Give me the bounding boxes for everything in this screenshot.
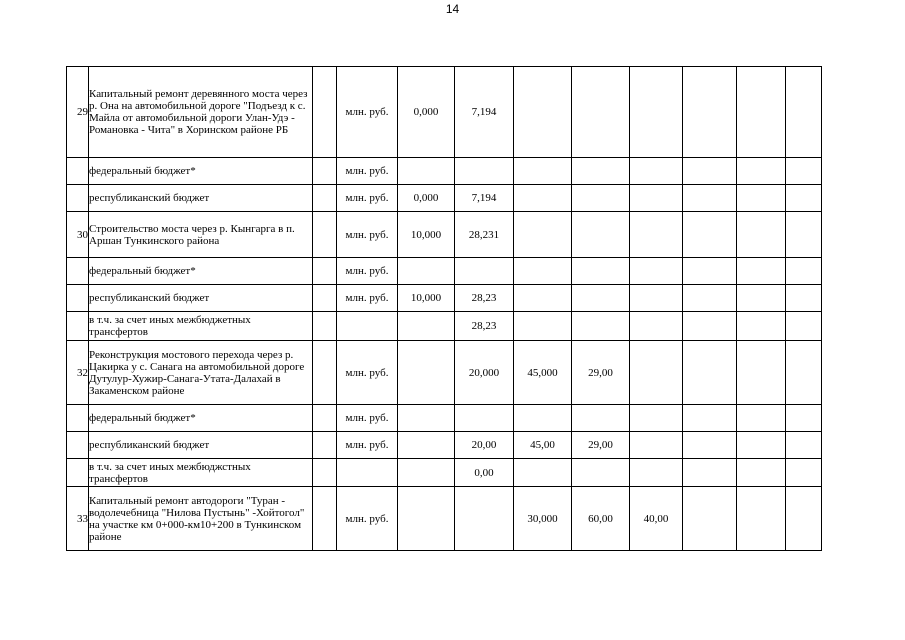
table-row	[67, 185, 822, 212]
row-number	[67, 432, 89, 459]
value-cell: 20,00	[455, 432, 514, 459]
empty-cell	[313, 459, 337, 487]
empty-cell	[786, 258, 822, 285]
empty-cell	[313, 185, 337, 212]
row-description: Строительство моста через р. Кынгарга в п. Аршан Тункинского района	[89, 212, 313, 258]
row-description: Капитальный ремонт автодороги "Туран - водолечебница "Нилова Пустынь" -Хойтогол" на участке км 0+000-км10+200 в Тункинском районе	[89, 487, 313, 551]
empty-cell	[313, 258, 337, 285]
value-cell	[398, 432, 455, 459]
empty-cell	[313, 212, 337, 258]
table-row	[67, 212, 822, 258]
row-number	[67, 258, 89, 285]
value-cell	[514, 405, 572, 432]
value-cell	[572, 185, 630, 212]
empty-cell	[786, 405, 822, 432]
empty-cell	[313, 158, 337, 185]
value-cell	[737, 341, 786, 405]
value-cell	[630, 312, 683, 341]
value-cell	[737, 432, 786, 459]
value-cell: 0,000	[398, 67, 455, 158]
value-cell: 28,23	[455, 285, 514, 312]
value-cell	[630, 212, 683, 258]
table-row	[67, 312, 822, 341]
unit-cell: млн. руб.	[337, 258, 398, 285]
unit-cell: млн. руб.	[337, 487, 398, 551]
value-cell	[455, 487, 514, 551]
empty-cell	[313, 312, 337, 341]
value-cell	[630, 158, 683, 185]
value-cell: 28,23	[455, 312, 514, 341]
table-row	[67, 158, 822, 185]
value-cell	[683, 158, 737, 185]
unit-cell: млн. руб.	[337, 405, 398, 432]
table-row	[67, 405, 822, 432]
value-cell	[683, 312, 737, 341]
table-row	[67, 432, 822, 459]
row-description: республиканский бюджет	[89, 432, 313, 459]
value-cell	[737, 312, 786, 341]
unit-cell	[337, 312, 398, 341]
value-cell: 29,00	[572, 341, 630, 405]
row-number	[67, 405, 89, 432]
empty-cell	[786, 185, 822, 212]
value-cell	[683, 258, 737, 285]
value-cell	[683, 405, 737, 432]
empty-cell	[786, 459, 822, 487]
value-cell	[630, 432, 683, 459]
value-cell	[572, 285, 630, 312]
value-cell	[514, 258, 572, 285]
row-description: республиканский бюджет	[89, 185, 313, 212]
row-number	[67, 185, 89, 212]
value-cell: 10,000	[398, 285, 455, 312]
value-cell	[630, 405, 683, 432]
value-cell	[630, 285, 683, 312]
value-cell	[737, 487, 786, 551]
value-cell: 7,194	[455, 185, 514, 212]
value-cell	[630, 67, 683, 158]
row-number: 29	[67, 67, 89, 158]
value-cell	[683, 487, 737, 551]
page-number: 14	[445, 2, 460, 16]
table-row	[67, 459, 822, 487]
value-cell	[683, 341, 737, 405]
row-description: республиканский бюджет	[89, 285, 313, 312]
value-cell	[737, 285, 786, 312]
value-cell	[398, 312, 455, 341]
empty-cell	[313, 405, 337, 432]
value-cell	[514, 185, 572, 212]
value-cell	[737, 212, 786, 258]
row-number: 32	[67, 341, 89, 405]
value-cell	[572, 405, 630, 432]
row-number	[67, 158, 89, 185]
value-cell: 30,000	[514, 487, 572, 551]
value-cell	[737, 158, 786, 185]
value-cell	[737, 67, 786, 158]
unit-cell: млн. руб.	[337, 285, 398, 312]
value-cell	[514, 158, 572, 185]
value-cell	[630, 341, 683, 405]
row-number	[67, 459, 89, 487]
empty-cell	[786, 432, 822, 459]
empty-cell	[786, 212, 822, 258]
value-cell: 10,000	[398, 212, 455, 258]
value-cell	[737, 185, 786, 212]
value-cell	[514, 459, 572, 487]
unit-cell: млн. руб.	[337, 341, 398, 405]
unit-cell: млн. руб.	[337, 67, 398, 158]
value-cell	[683, 432, 737, 459]
value-cell	[455, 158, 514, 185]
value-cell: 40,00	[630, 487, 683, 551]
value-cell	[572, 459, 630, 487]
unit-cell: млн. руб.	[337, 158, 398, 185]
value-cell: 28,231	[455, 212, 514, 258]
value-cell	[630, 459, 683, 487]
empty-cell	[313, 341, 337, 405]
value-cell	[630, 185, 683, 212]
value-cell	[398, 341, 455, 405]
value-cell	[683, 212, 737, 258]
empty-cell	[786, 341, 822, 405]
value-cell	[683, 285, 737, 312]
value-cell: 0,000	[398, 185, 455, 212]
value-cell	[683, 459, 737, 487]
row-description: федеральный бюджет*	[89, 158, 313, 185]
value-cell	[455, 405, 514, 432]
row-number: 33	[67, 487, 89, 551]
value-cell: 45,000	[514, 341, 572, 405]
value-cell	[455, 258, 514, 285]
value-cell: 29,00	[572, 432, 630, 459]
unit-cell: млн. руб.	[337, 185, 398, 212]
unit-cell: млн. руб.	[337, 432, 398, 459]
value-cell	[572, 158, 630, 185]
row-description: в т.ч. за счет иных межбюджстных трансфертов	[89, 459, 313, 487]
value-cell	[683, 185, 737, 212]
empty-cell	[313, 67, 337, 158]
empty-cell	[786, 285, 822, 312]
table-row	[67, 341, 822, 405]
value-cell	[398, 405, 455, 432]
value-cell	[398, 258, 455, 285]
empty-cell	[313, 432, 337, 459]
empty-cell	[786, 67, 822, 158]
value-cell	[572, 312, 630, 341]
value-cell	[572, 67, 630, 158]
value-cell	[514, 312, 572, 341]
value-cell	[572, 212, 630, 258]
value-cell	[398, 487, 455, 551]
empty-cell	[313, 285, 337, 312]
value-cell: 0,00	[455, 459, 514, 487]
unit-cell: млн. руб.	[337, 212, 398, 258]
row-number	[67, 312, 89, 341]
row-number: 30	[67, 212, 89, 258]
table-row	[67, 258, 822, 285]
value-cell: 7,194	[455, 67, 514, 158]
value-cell: 45,00	[514, 432, 572, 459]
table-row	[67, 67, 822, 158]
value-cell	[737, 405, 786, 432]
row-description: федеральный бюджет*	[89, 258, 313, 285]
value-cell	[398, 158, 455, 185]
empty-cell	[786, 158, 822, 185]
value-cell	[514, 285, 572, 312]
row-description: Капитальный ремонт деревянного моста через р. Она на автомобильной дороге "Подъезд к с. Майла от автомобильной дороги Улан-Удэ - Романовка - Чита" в Хоринском районе РБ	[89, 67, 313, 158]
row-description: федеральный бюджет*	[89, 405, 313, 432]
row-description: в т.ч. за счет иных межбюджетных трансфертов	[89, 312, 313, 341]
value-cell	[514, 67, 572, 158]
empty-cell	[313, 487, 337, 551]
value-cell: 20,000	[455, 341, 514, 405]
value-cell	[737, 258, 786, 285]
value-cell	[683, 67, 737, 158]
unit-cell	[337, 459, 398, 487]
value-cell: 60,00	[572, 487, 630, 551]
value-cell	[572, 258, 630, 285]
value-cell	[514, 212, 572, 258]
empty-cell	[786, 487, 822, 551]
value-cell	[737, 459, 786, 487]
table-row	[67, 487, 822, 551]
table-row	[67, 285, 822, 312]
row-number	[67, 285, 89, 312]
row-description: Реконструкция мостового перехода через р. Цакирка у с. Санага на автомобильной дороге Дутулур-Хужир-Санага-Утата-Далахай в Закаменском районе	[89, 341, 313, 405]
empty-cell	[786, 312, 822, 341]
value-cell	[398, 459, 455, 487]
value-cell	[630, 258, 683, 285]
budget-table	[66, 66, 822, 551]
